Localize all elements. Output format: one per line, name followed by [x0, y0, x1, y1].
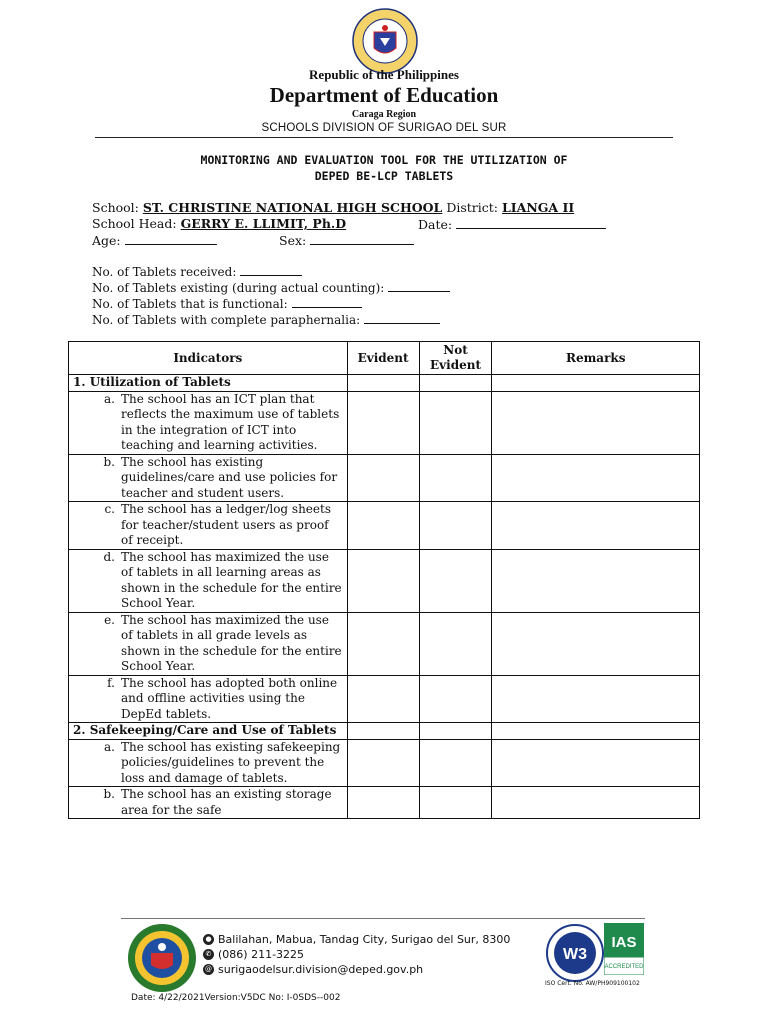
evident-header: Evident — [347, 342, 419, 375]
evident-cell[interactable] — [347, 502, 419, 550]
age-label: Age: — [92, 233, 121, 248]
republic-heading: Republic of the Philippines — [309, 67, 459, 82]
age-blank[interactable] — [125, 232, 217, 245]
date-field[interactable] — [418, 216, 606, 232]
tablets-paraphernalia-field[interactable] — [92, 311, 440, 327]
item-letter: d. — [103, 549, 115, 564]
remarks-cell[interactable] — [492, 675, 700, 723]
indicators-header: Indicators — [69, 342, 348, 375]
title-line-2: DEPED BE-LCP TABLETS — [314, 169, 454, 183]
head-value: GERRY E. LLIMIT, Ph.D — [180, 216, 347, 231]
item-text: The school has a ledger/log sheets for teacher/student users as proof of receipt. — [121, 502, 331, 547]
email-icon: @ — [205, 965, 212, 973]
evident-cell[interactable] — [347, 549, 419, 612]
date-blank[interactable] — [456, 216, 606, 229]
remarks-cell[interactable] — [492, 391, 700, 454]
paraphernalia-label: No. of Tablets with complete paraphernalia: — [92, 313, 361, 327]
head-label: School Head: — [92, 216, 177, 231]
remarks-header: Remarks — [492, 342, 700, 375]
evident-cell[interactable] — [347, 454, 419, 502]
phone-text: (086) 211-3225 — [218, 948, 305, 961]
tablets-received-field[interactable] — [92, 263, 302, 279]
not-evident-cell[interactable] — [419, 549, 492, 612]
not-evident-cell[interactable] — [419, 391, 492, 454]
remarks-cell[interactable] — [492, 723, 700, 740]
remarks-cell[interactable] — [492, 549, 700, 612]
section-title: 2. Safekeeping/Care and Use of Tablets — [69, 723, 348, 740]
paraphernalia-blank[interactable] — [364, 311, 440, 324]
remarks-cell[interactable] — [492, 787, 700, 819]
item-letter: f. — [107, 675, 115, 690]
footer-divider — [121, 918, 645, 919]
item-text: The school has an existing storage area for the safe — [121, 787, 332, 817]
item-letter: a. — [104, 391, 115, 406]
remarks-cell[interactable] — [492, 739, 700, 787]
remarks-cell[interactable] — [492, 612, 700, 675]
evident-cell[interactable] — [347, 675, 419, 723]
item-letter: b. — [103, 787, 115, 801]
address-text: Balilahan, Mabua, Tandag City, Surigao del Sur, 8300 — [218, 933, 511, 946]
remarks-cell[interactable] — [492, 502, 700, 550]
not-evident-header: Not Evident — [419, 342, 492, 375]
received-blank[interactable] — [240, 263, 302, 276]
district-value: LIANGA II — [502, 200, 575, 215]
evident-cell[interactable] — [347, 723, 419, 740]
item-text: The school has existing safekeeping policies/guidelines to prevent the loss and damage of tablets. — [121, 739, 341, 785]
division-heading: SCHOOLS DIVISION OF SURIGAO DEL SUR — [261, 122, 507, 134]
table-row — [69, 675, 700, 723]
ias-sub: ACCREDITED — [604, 964, 644, 970]
ias-label: IAS — [611, 934, 637, 951]
not-evident-cell[interactable] — [419, 723, 492, 740]
document-title — [0, 152, 768, 184]
age-field[interactable] — [92, 232, 217, 248]
item-letter: e. — [104, 612, 115, 627]
remarks-cell[interactable] — [492, 375, 700, 392]
document-version: Date: 4/22/2021Version:V5DC No: I-0SDS--002 — [131, 993, 341, 1003]
evident-cell[interactable] — [347, 739, 419, 787]
item-letter: c. — [104, 502, 115, 516]
w3-certification-logo — [546, 924, 604, 982]
table-row — [69, 502, 700, 550]
phone-icon: ✆ — [203, 949, 214, 960]
table-row — [69, 787, 700, 819]
region-heading: Caraga Region — [351, 109, 417, 120]
header-divider — [95, 137, 673, 138]
school-row — [92, 200, 574, 215]
existing-blank[interactable] — [388, 279, 450, 292]
school-value: ST. CHRISTINE NATIONAL HIGH SCHOOL — [142, 200, 443, 215]
item-text: The school has existing guidelines/care and use policies for teacher and student users. — [121, 454, 338, 500]
not-evident-cell[interactable] — [419, 375, 492, 392]
email-text[interactable]: surigaodelsur.division@deped.gov.ph — [218, 963, 424, 976]
not-evident-cell[interactable] — [419, 612, 492, 675]
remarks-cell[interactable] — [492, 454, 700, 502]
sex-field[interactable] — [279, 232, 414, 248]
not-evident-cell[interactable] — [419, 454, 492, 502]
district-label: District: — [446, 200, 499, 215]
functional-blank[interactable] — [292, 295, 362, 308]
deped-seal-logo — [352, 8, 418, 74]
phone-line — [203, 948, 304, 961]
school-label: School: — [92, 200, 139, 215]
section-title: 1. Utilization of Tablets — [69, 375, 348, 392]
date-label: Date: — [418, 217, 453, 232]
title-line-1: MONITORING AND EVALUATION TOOL FOR THE UTILIZATION OF — [200, 153, 568, 167]
division-logo — [127, 923, 197, 993]
not-evident-cell[interactable] — [419, 502, 492, 550]
w3-label: W3 — [563, 946, 587, 963]
tablets-functional-field[interactable] — [92, 295, 362, 311]
item-letter: a. — [104, 739, 115, 754]
not-evident-cell[interactable] — [419, 675, 492, 723]
functional-label: No. of Tablets that is functional: — [92, 297, 288, 311]
table-row — [69, 391, 700, 454]
table-row — [69, 549, 700, 612]
location-icon: ● — [203, 934, 214, 945]
evident-cell[interactable] — [347, 391, 419, 454]
evident-cell[interactable] — [347, 787, 419, 819]
not-evident-cell[interactable] — [419, 787, 492, 819]
section-row — [69, 375, 700, 392]
sex-label: Sex: — [279, 233, 307, 248]
existing-label: No. of Tablets existing (during actual counting): — [92, 281, 385, 295]
item-text: The school has adopted both online and offline activities using the DepEd tablets. — [121, 675, 338, 721]
evaluation-table — [68, 341, 700, 819]
school-head-row — [92, 216, 346, 231]
item-text: The school has maximized the use of tablets in all grade levels as shown in the schedule for the entire School Year. — [121, 612, 342, 673]
sex-blank[interactable] — [310, 232, 414, 245]
department-heading: Department of Education — [269, 83, 499, 107]
evident-cell[interactable] — [347, 612, 419, 675]
tablets-existing-field[interactable] — [92, 279, 450, 295]
received-label: No. of Tablets received: — [92, 265, 237, 279]
address-line — [203, 933, 510, 946]
item-text: The school has an ICT plan that reflects the maximum use of tablets in the integration of ICT into teaching and learning activities. — [121, 391, 340, 452]
not-evident-cell[interactable] — [419, 739, 492, 787]
email-line[interactable] — [203, 963, 423, 976]
table-header-row — [69, 342, 700, 375]
item-text: The school has maximized the use of tablets in all learning areas as shown in the schedule for the entire School Year. — [121, 549, 342, 610]
table-row — [69, 612, 700, 675]
item-letter: b. — [103, 454, 115, 469]
table-row — [69, 454, 700, 502]
section-row — [69, 723, 700, 740]
evident-cell[interactable] — [347, 375, 419, 392]
ias-accreditation-logo — [604, 923, 644, 975]
iso-cert-text: ISO Cert. No. AW/PH909100102 — [545, 980, 640, 987]
table-row — [69, 739, 700, 787]
